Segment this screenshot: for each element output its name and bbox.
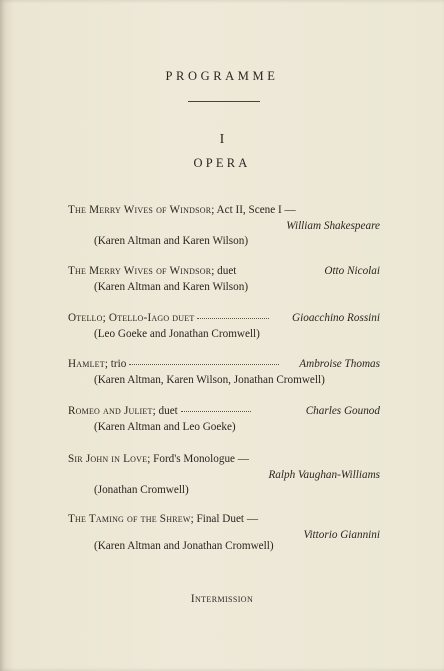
work-detail: ; Ford's Monologue — [147,453,249,465]
programme-entry-3 [68,311,380,342]
performers: (Leo Goeke and Jonathan Cromwell) [94,327,260,340]
programme-entry-1 [68,203,380,250]
programme-entry-7 [68,512,380,555]
work-title: Otello; Otello-Iago duet [68,312,195,324]
performers: (Karen Altman and Jonathan Cromwell) [94,540,274,552]
work-title: Romeo and Juliet [68,405,153,417]
performers: (Karen Altman and Leo Goeke) [94,420,236,433]
performers: (Karen Altman and Karen Wilson) [94,235,249,247]
performers: (Karen Altman and Karen Wilson) [94,280,249,293]
performers: (Karen Altman, Karen Wilson, Jonathan Cromwell) [94,373,325,386]
composer: Vittorio Giannini [303,528,380,541]
part-number: I [219,132,225,147]
work-title: The Merry Wives of Windsor [68,204,212,216]
composer: Charles Gounod [305,405,380,417]
performers: (Jonathan Cromwell) [94,484,189,496]
dot-leader [181,411,251,412]
work-title: The Merry Wives of Windsor [68,265,212,277]
programme-heading: PROGRAMME [165,69,279,83]
work-title: Hamlet [68,358,105,370]
heading-divider [188,101,260,102]
programme-entry-5 [68,404,380,435]
work-detail: ; duet [152,405,178,417]
composer: Gioacchino Rossini [292,312,380,324]
composer: Ambroise Thomas [299,358,380,370]
composer: William Shakespeare [286,219,380,232]
dot-leader [197,318,269,319]
programme-entry-6 [68,452,380,499]
work-detail: ; trio [104,358,127,370]
programme-entry-2 [68,264,380,295]
composer: Otto Nicolai [324,265,380,277]
work-title: The Taming of the Shrew [68,513,191,525]
intermission-label: Intermission [190,593,254,605]
work-detail: ; Act II, Scene I — [211,204,296,216]
work-title: Sir John in Love [68,453,148,465]
work-detail: ; Final Duet — [190,513,259,525]
dot-leader [129,364,279,365]
programme-entry-4 [68,357,380,388]
composer: Ralph Vaughan-Williams [268,468,380,481]
work-detail: ; duet [211,265,237,277]
part-title: OPERA [193,156,251,170]
